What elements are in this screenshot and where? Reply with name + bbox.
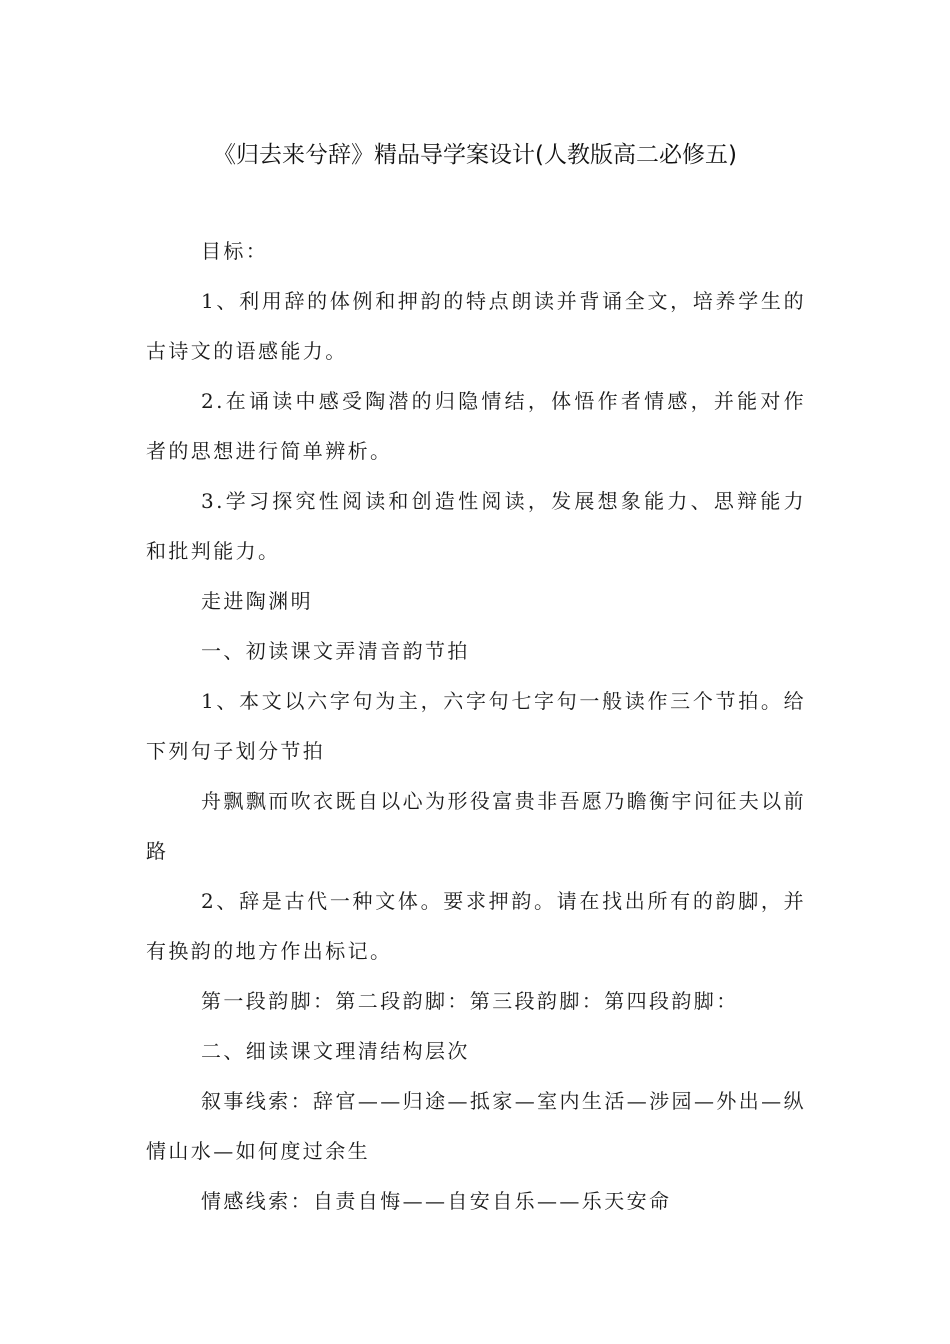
paragraph-sentences: 舟飘飘而吹衣既自以心为形役富贵非吾愿乃瞻衡宇问征夫以前路 [146,789,806,863]
paragraph-goals-heading: 目标： [201,239,269,263]
paragraph-goal-3: 3.学习探究性阅读和创造性阅读，发展想象能力、思辩能力和批判能力。 [146,489,806,563]
paragraph-task-2: 2、辞是古代一种文体。要求押韵。请在找出所有的韵脚，并有换韵的地方作出标记。 [146,889,806,963]
paragraph-task-1: 1、本文以六字句为主，六字句七字句一般读作三个节拍。给下列句子划分节拍 [146,689,806,763]
paragraph-goal-2: 2.在诵读中感受陶潜的归隐情结，体悟作者情感，并能对作者的思想进行简单辨析。 [146,389,806,463]
paragraph-section-1-heading: 一、初读课文弄清音韵节拍 [201,639,470,663]
paragraph-section-intro: 走进陶渊明 [201,589,313,613]
paragraph-emotion-clue: 情感线索：自责自悔——自安自乐——乐天安命 [201,1189,672,1213]
paragraph-section-2-heading: 二、细读课文理清结构层次 [201,1039,470,1063]
paragraph-goal-1: 1、利用辞的体例和押韵的特点朗读并背诵全文，培养学生的古诗文的语感能力。 [146,289,806,363]
paragraph-narrative-clue: 叙事线索：辞官——归途—抵家—室内生活—涉园—外出—纵情山水—如何度过余生 [146,1089,806,1163]
paragraph-rhyme-fields: 第一段韵脚：第二段韵脚：第三段韵脚：第四段韵脚： [201,989,739,1013]
document-title: 《归去来兮辞》精品导学案设计(人教版高二必修五) [213,142,737,168]
